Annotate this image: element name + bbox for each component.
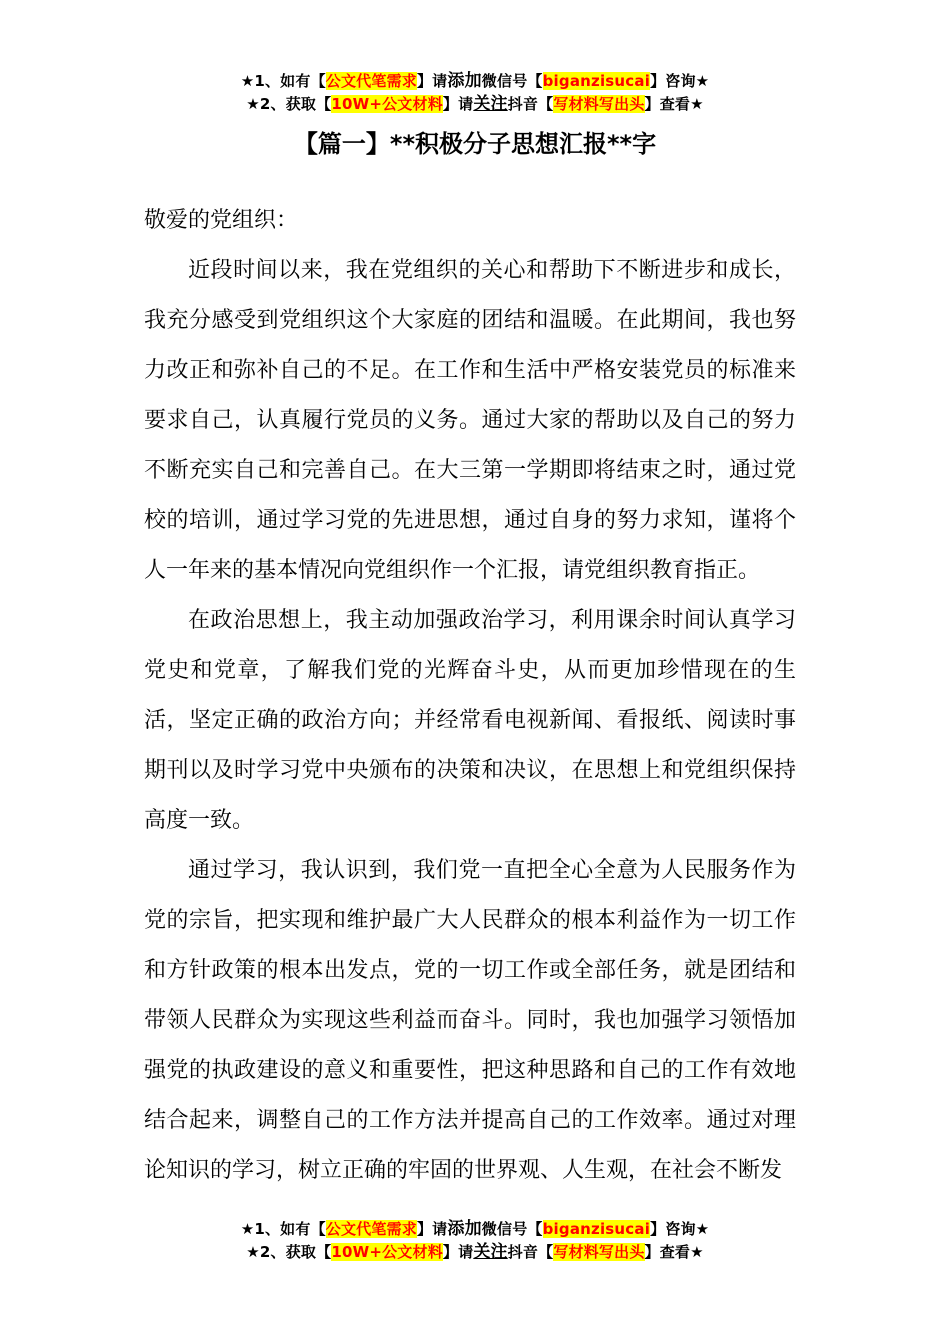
highlight-materials: 10W+公文材料 xyxy=(331,1243,443,1261)
document-body xyxy=(144,196,796,1196)
paragraph: 在政治思想上，我主动加强政治学习，利用课余时间认真学习党史和党章，了解我们党的光辉奋斗史，从而更加珍惜现在的生活，坚定正确的政治方向；并经常看电视新闻、看报纸、阅读时事期刊以及时学习党中央颁布的决策和决议，在思想上和党组织保持高度一致。 xyxy=(144,608,796,833)
paragraph: 通过学习，我认识到，我们党一直把全心全意为人民服务作为党的宗旨，把实现和维护最广大人民群众的根本利益作为一切工作和方针政策的根本出发点，党的一切工作或全部任务，就是团结和带领人民群众为实现这些利益而奋斗。同时，我也加强学习领悟加强党的执政建设的意义和重要性，把这种思路和自己的工作有效地结合起来，调整自己的工作方法并提高自己的工作效率。通过对理论知识的学习，树立正确的牢固的世界观、人生观，在社会不断发 xyxy=(144,858,796,1183)
salutation: 敬爱的党组织： xyxy=(144,208,299,233)
banner-line-2: ★2、获取【10W+公文材料】请关注抖音【写材料写出头】查看★ xyxy=(246,94,704,114)
paragraph: 近段时间以来，我在党组织的关心和帮助下不断进步和成长，我充分感受到党组织这个大家庭的团结和温暖。在此期间，我也努力改正和弥补自己的不足。在工作和生活中严格安装党员的标准来要求自己，认真履行党员的义务。通过大家的帮助以及自己的努力不断充实自己和完善自己。在大三第一学期即将结束之时，通过党校的培训，通过学习党的先进思想，通过自身的努力求知，谨将个人一年来的基本情况向党组织作一个汇报，请党组织教育指正。 xyxy=(144,258,796,583)
highlight-wechat-id: biganzisucai xyxy=(542,72,651,90)
banner-line-2: ★2、获取【10W+公文材料】请关注抖音【写材料写出头】查看★ xyxy=(246,1242,704,1262)
highlight-douyin: 写材料写出头 xyxy=(553,1243,645,1261)
highlight-wechat-id: biganzisucai xyxy=(542,1220,651,1238)
header-banner xyxy=(0,70,950,116)
highlight-materials: 10W+公文材料 xyxy=(331,95,443,113)
footer-banner xyxy=(0,1218,950,1264)
highlight-service: 公文代笔需求 xyxy=(325,1220,417,1238)
banner-line-1: ★1、如有【公文代笔需求】请添加微信号【biganzisucai】咨询★ xyxy=(240,71,710,91)
document-title: 【篇一】**积极分子思想汇报**字 xyxy=(293,130,657,158)
highlight-douyin: 写材料写出头 xyxy=(553,95,645,113)
highlight-service: 公文代笔需求 xyxy=(325,72,417,90)
banner-line-1: ★1、如有【公文代笔需求】请添加微信号【biganzisucai】咨询★ xyxy=(240,1219,710,1239)
